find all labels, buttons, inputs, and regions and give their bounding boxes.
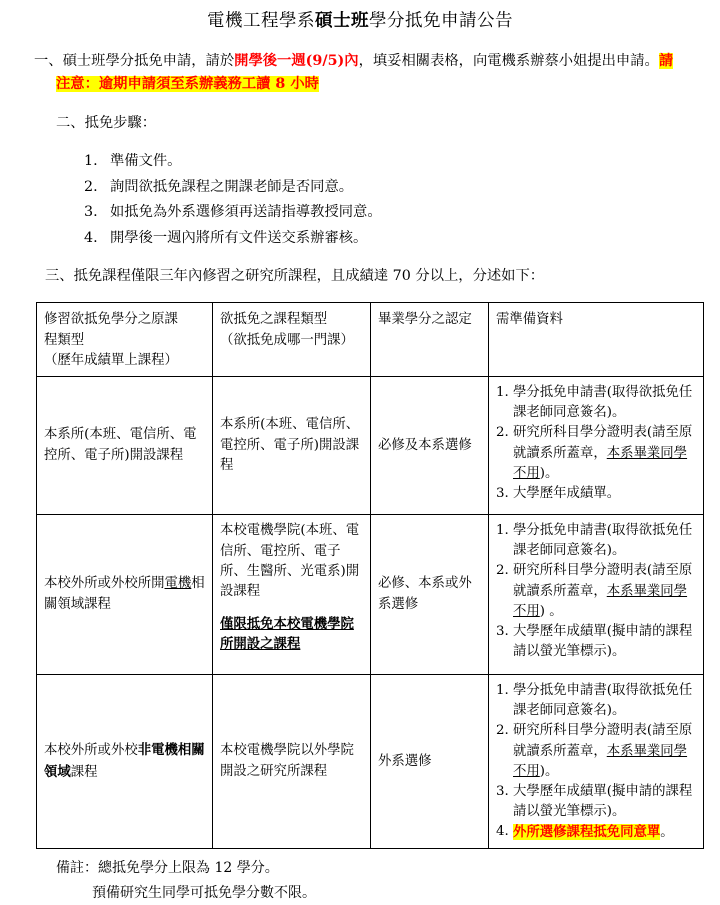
row1-required-documents — [489, 377, 704, 515]
table-header-cell-4 — [489, 303, 704, 377]
row2-col2-note: 僅限抵免本校電機學院所開設之課程 — [220, 615, 354, 653]
row2-col2-main: 本校電機學院(本班、電信所、電控所、電子所、生醫所、光電系)開設課程 — [220, 523, 360, 600]
req-post: 。 — [660, 825, 674, 841]
row1-graduation-credit: 必修及本系選修 — [371, 377, 489, 515]
list-item — [0, 226, 720, 251]
section-3 — [0, 265, 720, 288]
header-col2-line1: 欲抵免之課程類型 — [220, 312, 328, 328]
table-header-cell-2 — [213, 303, 371, 377]
section-1-text-a: 碩士班學分抵免申請，請於 — [62, 52, 235, 69]
table-header-row — [37, 303, 704, 377]
table-header-cell-1 — [37, 303, 213, 377]
list-item — [496, 782, 697, 822]
requirements-list — [496, 521, 697, 662]
footer-notes — [0, 856, 720, 905]
row3-col1-pre: 本校外所或外校 — [44, 743, 138, 759]
req-underline: 本系畢業同學不用 — [513, 743, 688, 779]
req-number: 2. — [496, 563, 509, 579]
credit-transfer-table-wrapper — [0, 302, 720, 849]
req-text: 研究所科目學分證明表(請至原就讀系所蓋章， — [513, 425, 693, 461]
step-text: 詢問欲抵免課程之開課老師是否同意。 — [110, 178, 354, 195]
req-text: 大學歷年成績單(擬申請的課程請以螢光筆標示)。 — [513, 783, 693, 819]
list-item — [496, 484, 697, 504]
note-line-1: 備註：總抵免學分上限為 12 學分。 — [56, 860, 279, 877]
row2-col1-post: 相關領域課程 — [44, 576, 205, 612]
list-item — [0, 149, 720, 174]
requirements-list — [496, 681, 697, 843]
row3-target-course-type: 本校電機學院以外學院開設之研究所課程 — [213, 675, 371, 849]
req-number: 4. — [496, 824, 509, 840]
req-post: )。 — [539, 763, 559, 779]
header-col1-line2: 程類型 — [44, 332, 85, 348]
section-2-marker: 二、 — [56, 115, 85, 132]
req-text: 學分抵免申請書(取得欲抵免任課老師同意簽名)。 — [513, 523, 693, 559]
req-number: 1. — [496, 385, 509, 401]
table-row — [37, 515, 704, 675]
list-item — [496, 622, 697, 662]
step-text: 準備文件。 — [110, 153, 182, 170]
steps-list — [0, 149, 720, 251]
list-item — [496, 822, 697, 843]
header-col2-line2: （欲抵免成哪一門課） — [220, 332, 354, 348]
header-col4: 需準備資料 — [496, 312, 563, 328]
table-header-cell-3 — [371, 303, 489, 377]
table-row — [37, 675, 704, 849]
req-number: 2. — [496, 723, 509, 739]
row3-col1-post: 課程 — [70, 764, 98, 780]
req-post: ) 。 — [539, 603, 563, 619]
row2-col1-pre: 本校外所或外校所開 — [44, 576, 165, 592]
section-3-marker: 三、 — [45, 267, 74, 284]
req-post: )。 — [539, 465, 559, 481]
step-number: 2. — [84, 178, 98, 195]
title-part-bold: 碩士班 — [315, 11, 369, 31]
list-item — [496, 521, 697, 561]
req-text: 學分抵免申請書(取得欲抵免任課老師同意簽名)。 — [513, 385, 693, 421]
list-item — [496, 721, 697, 781]
requirements-list — [496, 383, 697, 504]
list-item — [496, 681, 697, 721]
req-underline: 本系畢業同學不用 — [513, 583, 688, 619]
req-underline: 本系畢業同學不用 — [513, 445, 688, 481]
list-item — [496, 423, 697, 483]
req-highlight: 外所選修課程抵免同意單 — [513, 824, 661, 841]
step-number: 4. — [84, 229, 98, 246]
row3-original-course-type — [37, 675, 213, 849]
step-number: 1. — [84, 153, 98, 170]
req-text: 大學歷年成績單。 — [513, 485, 621, 501]
row1-original-course-type: 本系所(本班、電信所、電控所、電子所)開設課程 — [37, 377, 213, 515]
req-number: 3. — [496, 485, 509, 501]
credit-transfer-table — [36, 302, 704, 849]
header-col1-line1: 修習欲抵免學分之原課 — [44, 312, 178, 328]
row1-target-course-type: 本系所(本班、電信所、電控所、電子所)開設課程 — [213, 377, 371, 515]
row2-col1-underline: 電機 — [164, 576, 192, 592]
step-text: 如抵免為外系選修須再送請指導教授同意。 — [110, 204, 382, 221]
req-text: 學分抵免申請書(取得欲抵免任課老師同意簽名)。 — [513, 683, 693, 719]
req-number: 2. — [496, 425, 509, 441]
header-col3: 畢業學分之認定 — [378, 312, 472, 328]
req-text: 研究所科目學分證明表(請至原就讀系所蓋章， — [513, 563, 693, 599]
table-row — [37, 377, 704, 515]
header-col1-line3: （歷年成績單上課程） — [44, 352, 178, 368]
req-number: 3. — [496, 783, 509, 799]
list-item — [0, 200, 720, 225]
title-part-1: 電機工程學系 — [207, 11, 315, 31]
row2-target-course-type — [213, 515, 371, 675]
section-1-yellow-highlight: 請注意：逾期申請須至系辦義務工讀 8 小時 — [56, 52, 674, 92]
req-text: 研究所科目學分證明表(請至原就讀系所蓋章， — [513, 723, 693, 759]
req-number: 1. — [496, 683, 509, 699]
section-1-red-highlight: 開學後一週(9/5)內 — [234, 52, 359, 69]
row2-required-documents — [489, 515, 704, 675]
spacer — [220, 603, 364, 614]
list-item — [496, 561, 697, 621]
section-1-text-b: ，填妥相關表格，向電機系辦蔡小姐提出申請。 — [358, 52, 659, 69]
row2-original-course-type — [37, 515, 213, 675]
list-item — [496, 383, 697, 423]
note-line-2: 預備研究生同學可抵免學分數不限。 — [92, 884, 316, 901]
row3-graduation-credit: 外系選修 — [371, 675, 489, 849]
step-text: 開學後一週內將所有文件送交系辦審核。 — [110, 229, 368, 246]
section-2-heading: 抵免步驟： — [84, 115, 157, 132]
page-title — [0, 10, 720, 33]
req-number: 3. — [496, 623, 509, 639]
req-number: 1. — [496, 523, 509, 539]
row3-col1-bold: 非電機相關領域 — [44, 742, 205, 780]
row3-required-documents — [489, 675, 704, 849]
step-number: 3. — [84, 204, 98, 221]
document-page — [0, 10, 720, 901]
section-3-text: 抵免課程僅限三年內修習之研究所課程，且成績達 70 分以上，分述如下： — [73, 267, 545, 284]
row2-graduation-credit: 必修、本系或外系選修 — [371, 515, 489, 675]
title-part-2: 學分抵免申請公告 — [369, 11, 513, 31]
req-text: 大學歷年成績單(擬申請的課程請以螢光筆標示)。 — [513, 623, 693, 659]
section-2 — [0, 112, 720, 135]
section-1-marker: 一、 — [34, 52, 63, 69]
list-item — [0, 175, 720, 200]
section-1 — [0, 50, 720, 96]
